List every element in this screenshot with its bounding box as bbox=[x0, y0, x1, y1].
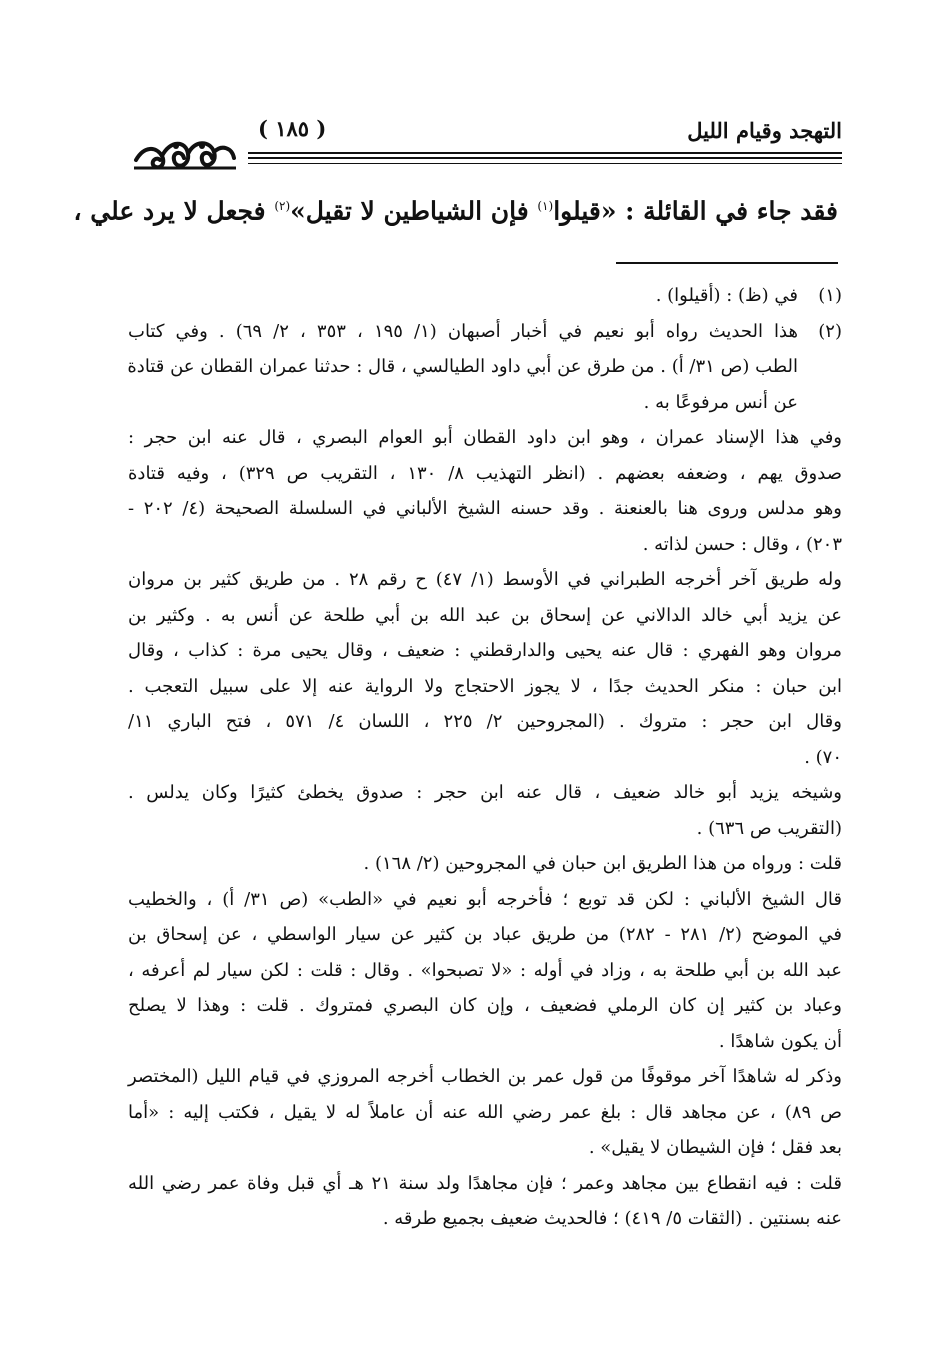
footnotes bbox=[128, 278, 842, 1237]
footnote-line: مروان وهو الفهري : قال عنه يحيى والدارقطني : ضعيف ، وقال يحيى مرة : كذاب ، وقال bbox=[128, 640, 842, 661]
footnote-line: عنه بسنتين . (الثقات ٥/ ٤١٩) ؛ فالحديث ضعيف بجميع طرقه . bbox=[382, 1208, 842, 1229]
footnote-1 bbox=[128, 278, 842, 314]
footnote-line: ص ٨٩) ، عن مجاهد قال : بلغ عمر رضي الله عنه أن عاملاً له لا يقيل ، فكتب إليه : «أما bbox=[128, 1101, 842, 1123]
footnote-paragraph bbox=[128, 882, 842, 1060]
footnote-line: (التقريب ص ٦٣٦) . bbox=[696, 817, 842, 839]
main-text-part: فقد جاء في القائلة : «قيلوا bbox=[553, 196, 838, 226]
footnote-line: وذكر له شاهدًا آخر موقوفًا من قول عمر بن الخطاب أخرجه المروزي في قيام الليل (المختصر bbox=[128, 1066, 842, 1087]
footnote-line: وفي هذا الإسناد عمران ، وهو ابن داود القطان أبو العوام البصري ، قال عنه ابن حجر : bbox=[128, 427, 842, 448]
footnote-line: وشيخه يزيد أبو خالد ضعيف ، قال عنه ابن حجر : صدوق يخطئ كثيرًا وكان يدلس . bbox=[128, 782, 842, 803]
footnote-line: قلت : ورواه من هذا الطريق ابن حبان في المجروحين (٢/ ١٦٨) . bbox=[363, 853, 842, 874]
footnote-number: (٢) bbox=[818, 320, 842, 342]
footnote-line: أن يكون شاهدًا . bbox=[718, 1030, 842, 1052]
footnote-paragraph bbox=[128, 846, 842, 882]
footnote-line: عن يزيد أبي خالد الدالاني عن إسحاق بن عبد الله بن أبي طلحة عن أنس به . وكثير بن bbox=[128, 604, 842, 626]
footnote-2 bbox=[128, 314, 842, 350]
footnote-line: عبد الله بن أبي طلحة به ، وزاد في أوله : «لا تصبحوا» . وقال : قلت : لكن سيار لم أعرفه ، bbox=[128, 959, 842, 981]
footnote-paragraph bbox=[128, 775, 842, 846]
footnote-line: بعد فقل ؛ فإن الشيطان لا يقيل» . bbox=[588, 1137, 842, 1158]
footnote-line: وعباد بن كثير إن كان الرملي فضعيف ، وإن كان البصري فمتروك . قلت : وهذا لا يصلح bbox=[128, 995, 842, 1016]
footnote-line: وقال ابن حجر : متروك . (المجروحين ٢/ ٢٢٥ ، اللسان ٤/ ٥٧١ ، فتح الباري ١١/ bbox=[128, 711, 842, 732]
footnote-separator bbox=[616, 262, 838, 264]
header-rule bbox=[248, 152, 842, 154]
footnote-line: الطب (ص ٣١/ أ) . من طرق عن أبي داود الطيالسي ، قال : حدثنا عمران القطان عن قتادة bbox=[127, 356, 798, 377]
header-rule bbox=[248, 163, 842, 164]
footnote-line: هذا الحديث رواه أبو نعيم في أخبار أصبهان (١/ ١٩٥ ، ٣٥٣ ، ٢/ ٦٩) . وفي كتاب bbox=[128, 320, 798, 342]
footnote-line: في الموضح (٢/ ٢٨١ - ٢٨٢) من طريق عباد بن كثير عن سيار الواسطي ، عن إسحاق بن bbox=[128, 924, 842, 945]
main-text-part: فجعل لا يرد علي ، bbox=[73, 196, 275, 226]
footnote-mark: (٢) bbox=[274, 199, 291, 213]
footnote-line: صدوق يهم ، وضعفه بعضهم . (انظر التهذيب ٨/ ١٣٠ ، التقريب ص ٣٢٩) ، وفيه قتادة bbox=[128, 462, 842, 484]
footnote-line: عن أنس مرفوعًا به . bbox=[643, 391, 798, 413]
footnote-line: قلت : فيه انقطاع بين مجاهد وعمر ؛ فإن مجاهدًا ولد سنة ٢١ هـ أي قبل وفاة عمر رضي الله bbox=[128, 1172, 842, 1194]
running-title: التهجد وقيام الليل bbox=[687, 118, 842, 143]
page-header bbox=[130, 112, 842, 172]
footnote-number: (١) bbox=[818, 285, 842, 306]
footnote-line: وله طريق آخر أخرجه الطبراني في الأوسط (١/ ٤٧) ح رقم ٢٨ . من طريق كثير بن مروان bbox=[128, 569, 842, 590]
footnote-paragraph bbox=[128, 562, 842, 775]
footnote-line: ابن حبان : منكر الحديث جدًا ، لا يجوز الاحتجاج ولا الرواية عنه إلا على سبيل التعجب . bbox=[128, 675, 842, 697]
footnote-paragraph bbox=[128, 1166, 842, 1237]
main-text-part: فإن الشياطين لا تقيل» bbox=[290, 196, 538, 226]
footnote-text: في (ظ) : (أقيلوا) . bbox=[655, 285, 798, 306]
footnote-paragraph bbox=[128, 420, 842, 562]
ornament-icon bbox=[130, 130, 240, 176]
header-rule bbox=[248, 157, 842, 159]
page-number: ( ١٨٥ ) bbox=[258, 116, 327, 141]
footnote-mark: (١) bbox=[537, 199, 554, 213]
footnote-paragraphs bbox=[128, 420, 842, 1237]
footnote-paragraph bbox=[128, 1059, 842, 1166]
footnote-line: وهو مدلس وروى هنا بالعنعنة . وقد حسنه الشيخ الألباني في السلسلة الصحيحة (٤/ ٢٠٢ - bbox=[128, 498, 842, 519]
main-text-line bbox=[73, 184, 838, 233]
footnote-line: قال الشيخ الألباني : لكن قد توبع ؛ فأخرجه أبو نعيم في «الطب» (ص ٣١/ أ) ، والخطيب bbox=[128, 888, 842, 910]
footnote-line: ٢٠٣) ، وقال : حسن لذاته . bbox=[642, 533, 842, 555]
footnote-line: ٧٠) . bbox=[804, 746, 842, 768]
